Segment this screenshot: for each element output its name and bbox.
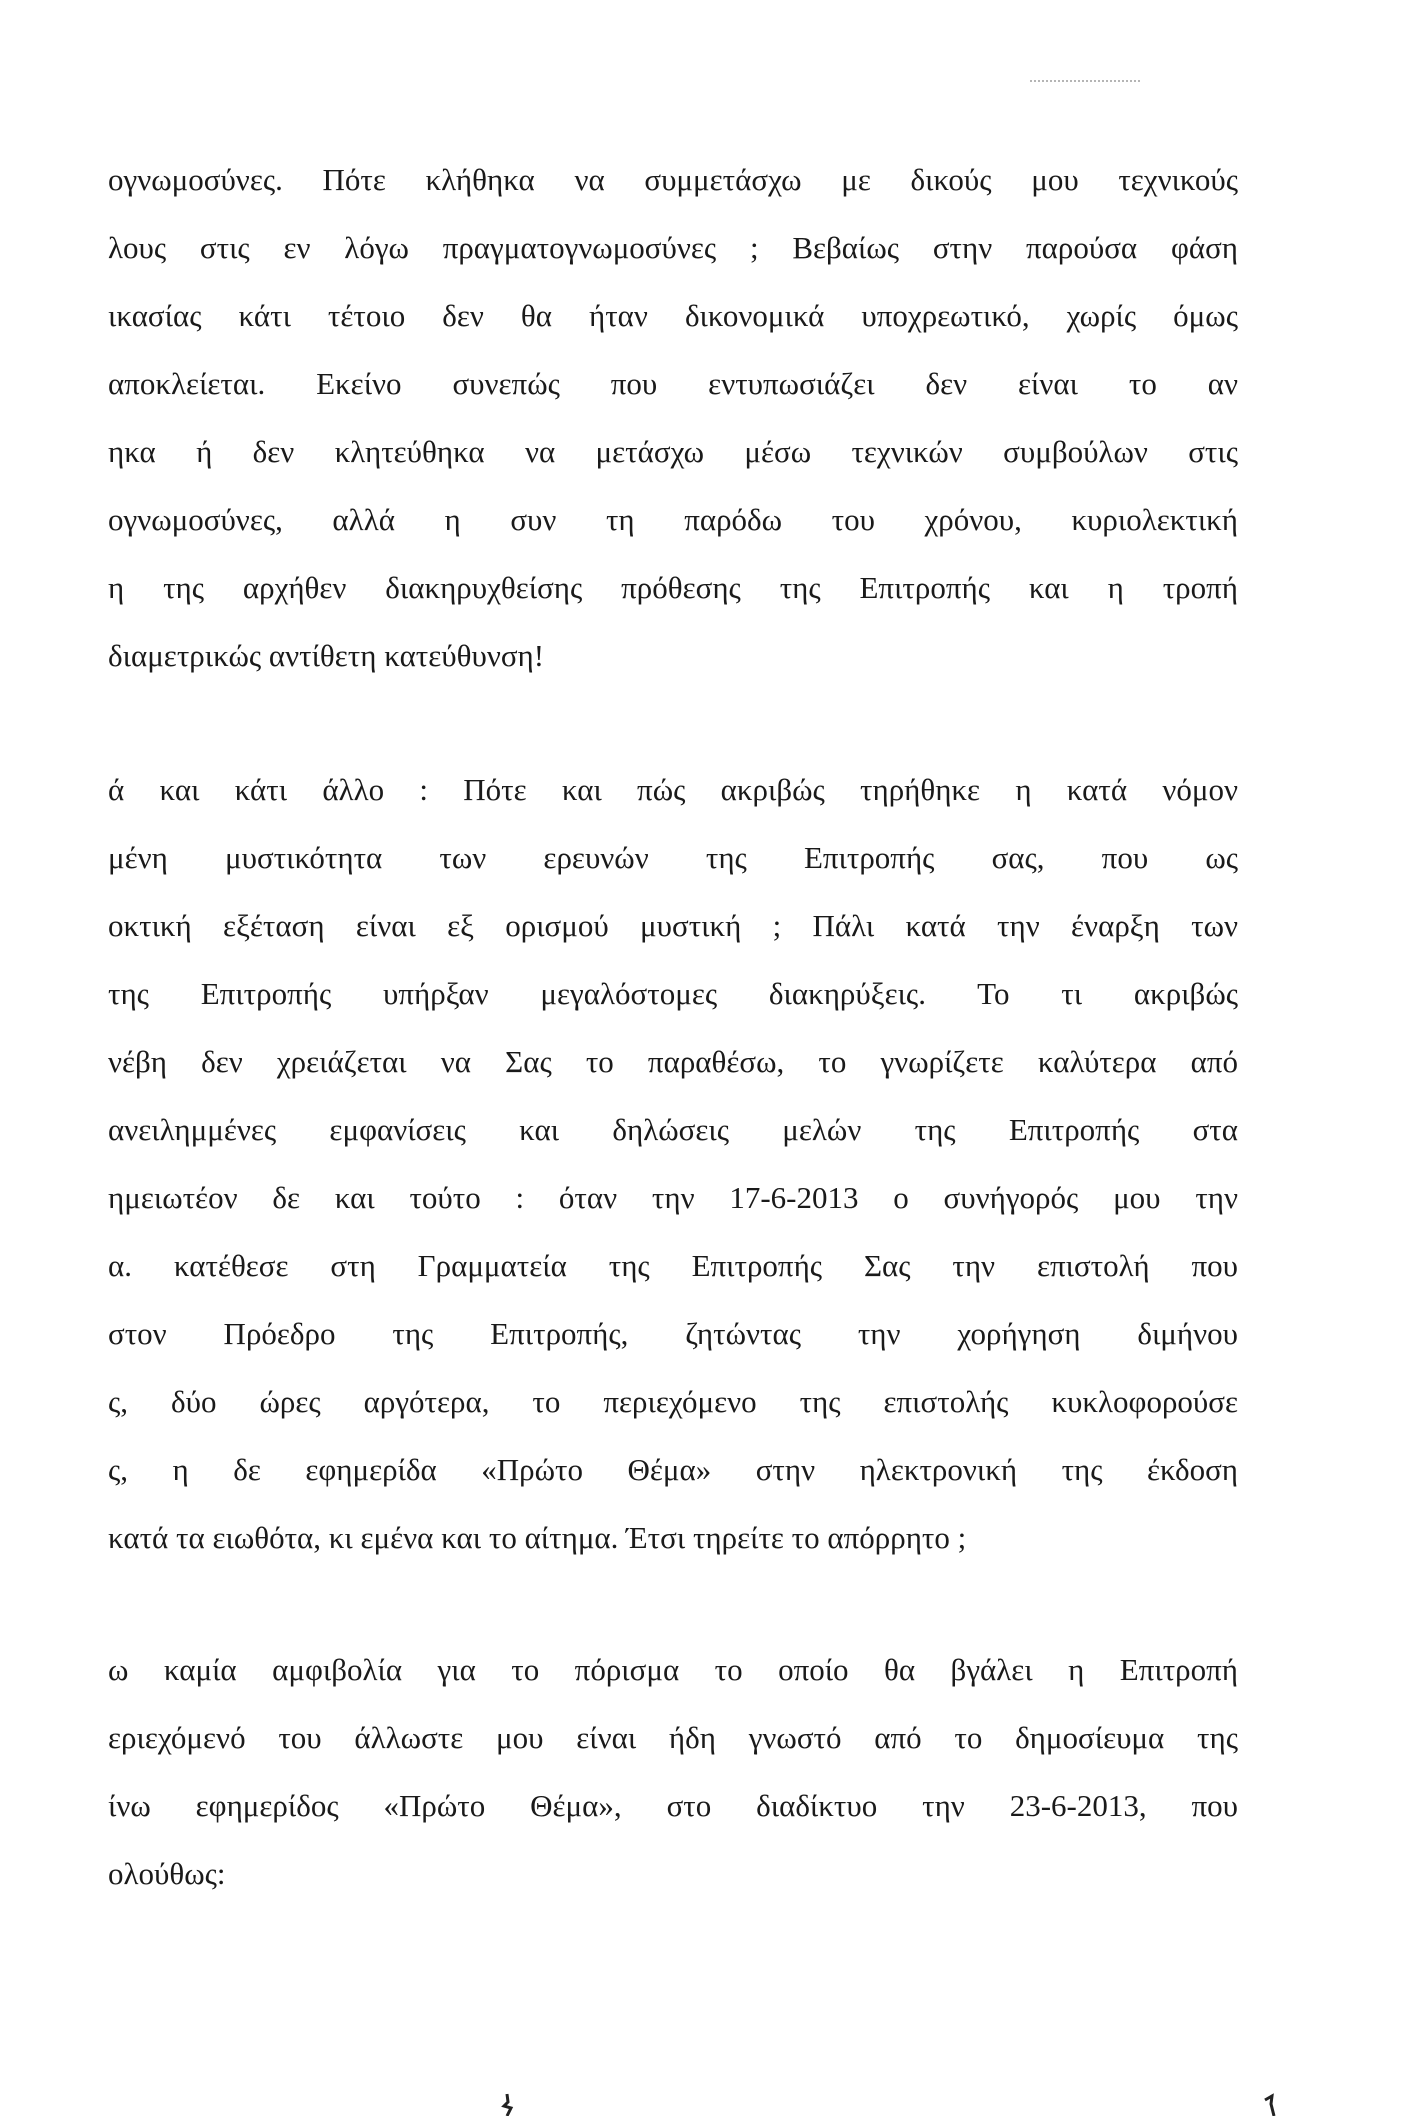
text-line: ηκα ή δεν κλητεύθηκα να μετάσχω μέσω τεχνικών συμβούλων στις <box>108 434 1238 469</box>
text-line: ημειωτέον δε και τούτο : όταν την 17-6-2013 ο συνήγορός μου την <box>108 1180 1238 1215</box>
text-line: αποκλείεται. Εκείνο συνεπώς που εντυπωσιάζει δεν είναι το αν <box>108 366 1238 401</box>
text-line: ογνωμοσύνες. Πότε κλήθηκα να συμμετάσχω με δικούς μου τεχνικούς <box>108 162 1238 197</box>
text-line: ολούθως: <box>108 1856 226 1891</box>
text-line: ανειλημμένες εμφανίσεις και δηλώσεις μελών της Επιτροπής στα <box>108 1112 1238 1147</box>
text-line: της Επιτροπής υπήρξαν μεγαλόστομες διακηρύξεις. Το τι ακριβώς <box>108 976 1238 1011</box>
text-line: εριεχόμενό του άλλωστε μου είναι ήδη γνωστό από το δημοσίευμα της <box>108 1720 1238 1755</box>
text-line: ά και κάτι άλλο : Πότε και πώς ακριβώς τηρήθηκε η κατά νόμον <box>108 772 1238 807</box>
text-line: ς, η δε εφημερίδα «Πρώτο Θέμα» στην ηλεκτρονική της έκδοση <box>108 1452 1238 1487</box>
paragraph-1 <box>108 146 1238 690</box>
text-line: κατά τα ειωθότα, κι εμένα και το αίτημα. Έτσι τηρείτε το απόρρητο ; <box>108 1520 967 1555</box>
text-line: α. κατέθεσε στη Γραμματεία της Επιτροπής Σας την επιστολή που <box>108 1248 1238 1283</box>
text-line: νέβη δεν χρειάζεται να Σας το παραθέσω, το γνωρίζετε καλύτερα από <box>108 1044 1238 1079</box>
text-line: ς, δύο ώρες αργότερα, το περιεχόμενο της επιστολής κυκλοφορούσε <box>108 1384 1238 1419</box>
text-line: διαμετρικώς αντίθετη κατεύθυνση! <box>108 638 545 673</box>
scan-mark <box>500 2092 514 2116</box>
text-line: λους στις εν λόγω πραγματογνωμοσύνες ; Βεβαίως στην παρούσα φάση <box>108 230 1238 265</box>
text-line: ογνωμοσύνες, αλλά η συν τη παρόδω του χρόνου, κυριολεκτική <box>108 502 1238 537</box>
paragraph-2 <box>108 756 1238 1572</box>
text-line: οκτική εξέταση είναι εξ ορισμού μυστική ; Πάλι κατά την έναρξη των <box>108 908 1238 943</box>
paragraph-3 <box>108 1636 1238 1908</box>
text-line: ίνω εφημερίδος «Πρώτο Θέμα», στο διαδίκτυο την 23-6-2013, που <box>108 1788 1238 1823</box>
text-line: η της αρχήθεν διακηρυχθείσης πρόθεσης της Επιτροπής και η τροπή <box>108 570 1238 605</box>
text-line: μένη μυστικότητα των ερευνών της Επιτροπής σας, που ως <box>108 840 1238 875</box>
scan-mark <box>1030 80 1140 82</box>
text-line: ικασίας κάτι τέτοιο δεν θα ήταν δικονομικά υποχρεωτικό, χωρίς όμως <box>108 298 1238 333</box>
scan-mark <box>1262 2092 1276 2116</box>
text-line: στον Πρόεδρο της Επιτροπής, ζητώντας την χορήγηση διμήνου <box>108 1316 1238 1351</box>
text-line: ω καμία αμφιβολία για το πόρισμα το οποίο θα βγάλει η Επιτροπή <box>108 1652 1238 1687</box>
